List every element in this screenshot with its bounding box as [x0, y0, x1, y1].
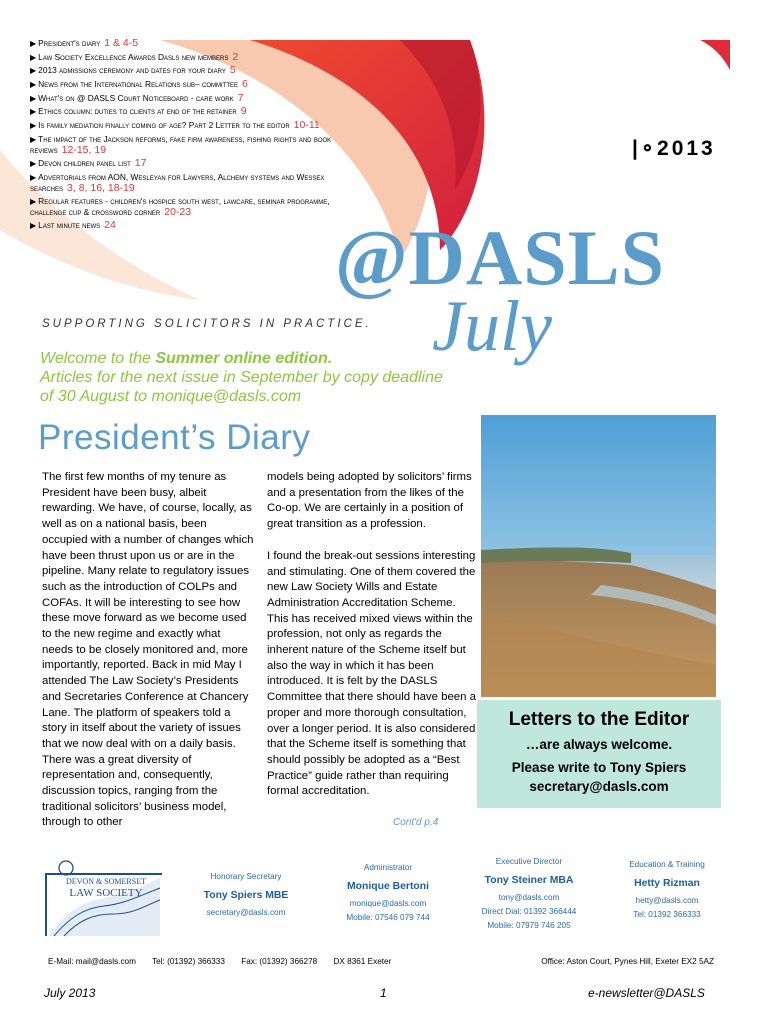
- contents-item-text: The impact of the Jackson reforms, fake firm awareness, fishing rights and book reviews: [30, 133, 332, 156]
- contact-secretary: [186, 870, 306, 920]
- contact-role: Education & Training: [629, 860, 705, 869]
- page-number: 1: [380, 986, 387, 1000]
- contact-detail: Tel: 01392 366333: [633, 910, 701, 919]
- contents-item-pages: 24: [104, 219, 116, 232]
- contact-administrator: [328, 861, 448, 925]
- bullet-arrow-icon: ▶: [30, 52, 37, 62]
- contents-item-text: 2013 admissions ceremony and dates for your diary: [38, 65, 226, 76]
- letters-title: Letters to the Editor: [508, 709, 690, 730]
- logo-text-1: DEVON & SOMERSET: [65, 877, 147, 886]
- contents-item-pages: 9: [240, 105, 247, 118]
- contents-item[interactable]: [30, 134, 360, 156]
- contents-item[interactable]: [30, 52, 360, 64]
- contents-item-text: Advertorials from AON, Wesleyan for Lawyers, Alchemy systems and Wessex searches: [30, 171, 325, 194]
- contact-detail: Direct Dial: 01392 366444: [481, 907, 577, 916]
- beach-photo: [481, 415, 716, 697]
- contents-item[interactable]: [30, 65, 360, 77]
- contact-name: Hetty Rizman: [634, 878, 700, 889]
- article-paragraph: models being adopted by solicitors’ firms and a presentation from the likes of the Co-op. We are certainly in a position of great transition as a profession.: [267, 471, 472, 531]
- letters-box: [477, 700, 721, 808]
- contents-item-text: News from the International Relations sub– committee: [38, 79, 238, 90]
- footer-date: July 2013: [44, 986, 96, 1000]
- bullet-arrow-icon: ▶: [30, 80, 37, 90]
- masthead-title: @DASLS: [335, 214, 665, 301]
- contents-item-text: What's on @ DASLS Court Noticeboard - care work: [38, 92, 234, 103]
- contents-item[interactable]: [30, 106, 360, 118]
- contact-name: Tony Steiner MBA: [484, 875, 574, 886]
- contents-item-pages: 12-15, 19: [61, 144, 107, 157]
- contents-item[interactable]: [30, 79, 360, 91]
- bullet-arrow-icon: ▶: [30, 121, 37, 131]
- contents-item[interactable]: [30, 220, 360, 232]
- bullet-arrow-icon: ▶: [30, 134, 37, 144]
- contact-education-training: [597, 858, 737, 922]
- contact-role: Administrator: [363, 863, 413, 872]
- article-heading: President’s Diary: [38, 418, 311, 457]
- contact-detail: Mobile: 07546 079 744: [346, 913, 430, 922]
- bullet-arrow-icon: ▶: [30, 221, 37, 231]
- issue-year: |∘2013: [632, 137, 716, 160]
- article-paragraph: I found the break-out sessions interesting and stimulating. One of them covered the new Law Society Wills and Estate Administration Accreditation Scheme. This has received mixed views within the profession, not only as regards the inherent nature of the Scheme itself but also the way in which it has been introduced. It is felt by the DASLS Committee that there should have been a proper and more thorough consultation, over a longer period. It is also considered that the Scheme itself is something that should possibly be adopted as a “Best Practice” guide rather than requiring formal accreditation.: [267, 549, 476, 798]
- contact-name: Tony Spiers MBE: [203, 890, 289, 901]
- article-column-1: [42, 470, 254, 831]
- bullet-arrow-icon: ▶: [30, 39, 37, 48]
- masthead-month: July: [432, 286, 552, 366]
- contents-item-text: Ethics column: duties to clients at end of the retainer: [38, 106, 237, 117]
- contact-detail[interactable]: hetty@dasls.com: [635, 896, 699, 905]
- contact-role: Executive Director: [495, 857, 563, 866]
- contact-detail[interactable]: monique@dasls.com: [349, 899, 427, 908]
- contents-item-pages: 20-23: [164, 206, 192, 219]
- law-society-logo: [44, 858, 162, 938]
- welcome-edition: Summer online edition.: [155, 350, 333, 367]
- contents-item-text: Is family mediation finally coming of age? Part 2 Letter to the editor: [38, 120, 290, 131]
- bullet-arrow-icon: ▶: [30, 196, 37, 206]
- contact-detail: Mobile: 07979 746 205: [487, 921, 571, 930]
- contents-item[interactable]: [30, 38, 360, 50]
- welcome-deadline: Articles for the next issue in September by copy deadline of 30 August to monique@dasls.com: [40, 369, 443, 405]
- contents-item-pages: 5: [229, 64, 236, 77]
- contents-list: [30, 38, 360, 234]
- letters-subtitle: …are always welcome.: [525, 737, 673, 752]
- footer-email[interactable]: E-Mail: mail@dasls.com: [48, 957, 136, 966]
- contents-item-pages: 10-11: [293, 119, 320, 132]
- contents-item-pages: 2: [232, 50, 239, 63]
- contents-item[interactable]: [30, 93, 360, 105]
- letters-instruction: Please write to Tony Spiers: [511, 760, 687, 775]
- bullet-arrow-icon: ▶: [30, 93, 37, 103]
- welcome-message: [40, 349, 460, 406]
- footer-contact-line: [48, 957, 728, 966]
- logo-text-2: LAW SOCIETY: [69, 887, 143, 899]
- welcome-pre: Welcome to the: [40, 350, 156, 367]
- footer-dx: DX 8361 Exeter: [333, 957, 392, 966]
- bullet-arrow-icon: ▶: [30, 107, 37, 117]
- contents-item-pages: 17: [134, 157, 147, 169]
- contents-item-text: Regular features - children's hospice south west, lawcare, seminar programme, challenge cup & crossword corner: [30, 195, 330, 218]
- contents-item-pages: 1 & 4-5: [104, 37, 139, 49]
- letters-email[interactable]: secretary@dasls.com: [529, 779, 669, 794]
- contact-detail[interactable]: secretary@dasls.com: [206, 908, 286, 917]
- contents-item-pages: 7: [237, 91, 244, 104]
- contents-item-text: Last minute news: [38, 220, 101, 231]
- contents-item[interactable]: [30, 158, 360, 170]
- contents-item-pages: 6: [242, 78, 248, 91]
- contents-item-text: Devon children panel list: [38, 158, 131, 168]
- footer-office: Office: Aston Court, Pynes Hill, Exeter EX2 5AZ: [541, 957, 714, 966]
- contents-item-text: Law Society Excellence Awards Dasls new members: [38, 51, 229, 62]
- contact-detail[interactable]: tony@dasls.com: [498, 893, 560, 902]
- article-column-2: [267, 470, 477, 816]
- contact-executive-director: [464, 855, 594, 933]
- bullet-arrow-icon: ▶: [30, 66, 37, 76]
- contents-item[interactable]: [30, 196, 360, 218]
- contact-role: Honorary Secretary: [210, 872, 282, 881]
- article-paragraph: The first few months of my tenure as President have been busy, albeit rewarding. We have, of course, locally, as well as on a national basis, been occupied with a number of changes which have been thrust upon us or are in the pipeline. Many relate to regulatory issues such as the introduction of COLPs and COFAs. It will be interesting to see how these move forward as we become used to the new regime and exactly what needs to be closely monitored and, more importantly, reported. Back in mid May I attended The Law Society’s Presidents and Secretaries Conference at Chancery Lane. The platform of speakers told a story in itself about the variety of issues that we now deal with on a daily basis. There was a great diversity of representation and, consequently, discussion topics, ranging from the traditional solicitors’ business model, through to other: [42, 471, 254, 829]
- tagline: SUPPORTING SOLICITORS IN PRACTICE.: [42, 318, 372, 330]
- footer-fax: Fax: (01392) 366278: [241, 957, 318, 966]
- continued-link[interactable]: Cont'd p.4: [393, 817, 439, 828]
- contents-item-pages: 3, 8, 16, 18-19: [67, 182, 135, 195]
- bullet-arrow-icon: ▶: [30, 172, 37, 182]
- bullet-arrow-icon: ▶: [30, 159, 37, 168]
- contents-item[interactable]: [30, 120, 360, 132]
- contact-name: Monique Bertoni: [347, 881, 429, 892]
- contents-item[interactable]: [30, 172, 360, 194]
- footer-tel: Tel: (01392) 366333: [152, 957, 225, 966]
- footer-publication: e-newsletter@DASLS: [588, 986, 705, 1000]
- contents-item-text: President's diary: [38, 38, 101, 48]
